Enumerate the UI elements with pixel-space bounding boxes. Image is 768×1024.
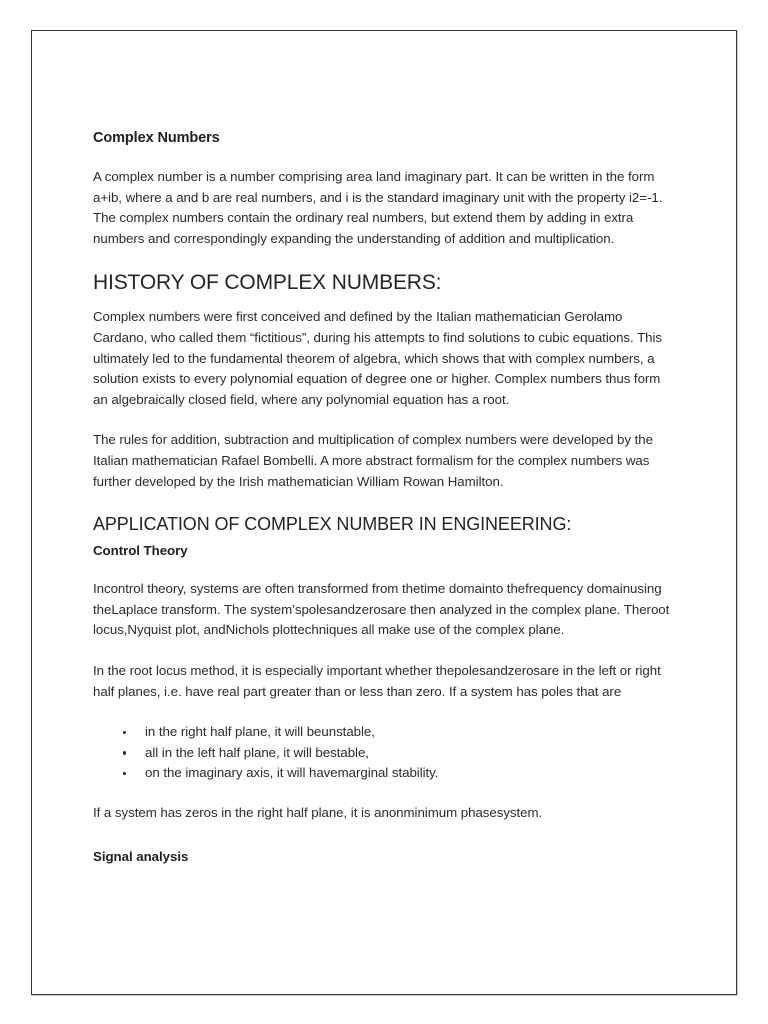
control-theory-paragraph-1: Incontrol theory, systems are often transformed from thetime domainto thefrequency domainusing theLaplace transform. The system’spolesandzerosare then analyzed in the complex plane. Theroot locus,Nyquist plot, andNichols plottechniques all make use of the complex plane. xyxy=(93,581,670,638)
control-theory-paragraph-3: If a system has zeros in the right half plane, it is anonminimum phasesystem. xyxy=(93,804,543,820)
history-paragraph-2: The rules for addition, subtraction and multiplication of complex numbers were developed by the Italian mathematician Rafael Bombelli. A more abstract formalism for the complex numbers was further developed by the Irish mathematician William Rowan Hamilton. xyxy=(93,432,653,489)
list-item xyxy=(123,722,678,743)
bullet-icon xyxy=(123,772,126,775)
control-theory-paragraph-2: In the root locus method, it is especially important whether thepolesandzerosare in the left or right half planes, i.e. have real part greater than or less than zero. If a system has poles that are xyxy=(93,662,661,699)
history-section-heading: HISTORY OF COMPLEX NUMBERS: xyxy=(93,271,442,295)
list-item-label: in the right half plane, it will beunstable, xyxy=(145,724,375,740)
page-title: Complex Numbers xyxy=(93,130,220,146)
signal-analysis-subheading: Signal analysis xyxy=(93,849,189,865)
bullet-icon xyxy=(123,731,126,734)
control-theory-subheading: Control Theory xyxy=(93,543,188,559)
intro-paragraph: A complex number is a number comprising area land imaginary part. It can be written in the form a+ib, where a and b are real numbers, and i is the standard imaginary unit with the property i2=-1. The complex numbers contain the ordinary real numbers, but extend them by adding in extra numbers and correspondingly expanding the understanding of addition and multiplication. xyxy=(93,169,663,246)
document-body xyxy=(93,129,678,866)
list-item xyxy=(123,763,678,784)
list-item xyxy=(123,743,678,764)
application-section-heading: APPLICATION OF COMPLEX NUMBER IN ENGINEERING: xyxy=(93,514,572,535)
pole-location-list xyxy=(93,722,678,784)
list-item-label: all in the left half plane, it will bestable, xyxy=(145,744,369,760)
history-paragraph-1: Complex numbers were first conceived and defined by the Italian mathematician Gerolamo Cardano, who called them “fictitious”, during his attempts to find solutions to cubic equations. This ultimately led to the fundamental theorem of algebra, which shows that with complex numbers, a solution exists to every polynomial equation of degree one or higher. Complex numbers thus form an algebraically closed field, where any polynomial equation has a root. xyxy=(93,309,662,407)
document-page xyxy=(31,30,737,995)
list-item-label: on the imaginary axis, it will havemarginal stability. xyxy=(145,765,439,781)
bullet-icon xyxy=(123,751,126,754)
